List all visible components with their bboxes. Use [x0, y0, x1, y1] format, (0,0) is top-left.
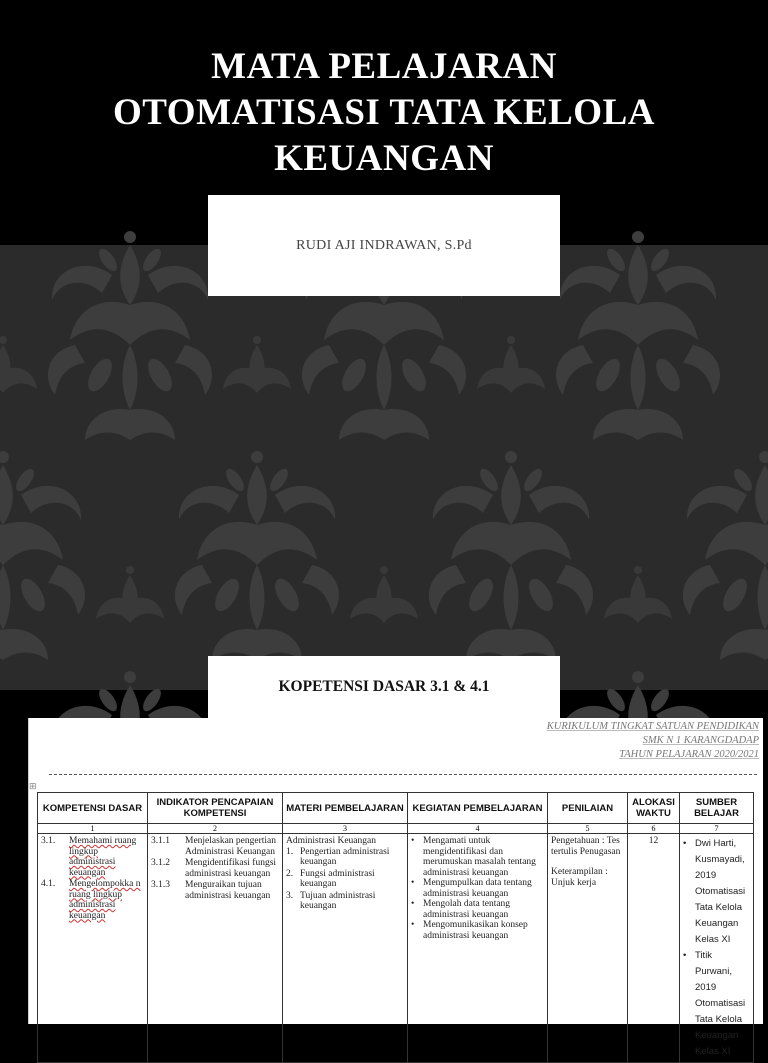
kegiatan-cell: [408, 834, 548, 1063]
section-title-box: [208, 656, 560, 718]
item-number: 2.: [286, 868, 294, 879]
item-text: Fungsi administrasi keuangan: [300, 868, 375, 889]
slide-title: [0, 44, 768, 182]
list-item: [411, 899, 544, 920]
column-number: 7: [680, 824, 754, 834]
item-text: Pengertian administrasi keuangan: [300, 846, 390, 867]
list-item: [411, 836, 544, 878]
penilaian-item: Keterampilan : Unjuk kerja: [551, 867, 608, 888]
bullet-icon: •: [411, 836, 415, 846]
list-item: [286, 869, 404, 890]
list-item: [683, 836, 750, 948]
alokasi-waktu-value: 12: [648, 836, 659, 846]
author-box: [208, 195, 560, 296]
indikator-cell: [148, 834, 283, 1063]
bullet-icon: •: [411, 899, 415, 909]
item-number: 3.1.2: [151, 858, 170, 868]
column-number: 5: [548, 824, 628, 834]
penilaian-cell: [548, 834, 628, 1063]
item-text: Mengolah data tentang administrasi keuangan: [423, 899, 511, 920]
column-number-row: [38, 824, 754, 834]
item-text: Menguraikan tujuan administrasi keuangan: [185, 880, 271, 901]
list-item: [411, 878, 544, 899]
damask-pattern: [0, 245, 768, 690]
bullet-icon: •: [411, 878, 415, 888]
item-text: Mengamati untuk mengidentifikasi dan merumuskan masalah tentang administrasi keuangan: [423, 836, 536, 878]
title-line-3: KEUANGAN: [274, 138, 494, 179]
bullet-icon: •: [411, 920, 415, 930]
list-item: [411, 920, 544, 941]
column-number: 4: [408, 824, 548, 834]
column-header: INDIKATOR PENCAPAIAN KOMPETENSI: [148, 793, 283, 824]
column-number: 1: [38, 824, 148, 834]
damask-pattern-background: [0, 245, 768, 690]
item-number: 1.: [286, 846, 294, 857]
dashed-divider: [49, 774, 757, 775]
item-text: Titik Purwani, 2019 Otomatisasi Tata Kelola Keuangan Kelas XI: [695, 950, 746, 1057]
table-anchor-icon: ⊞: [29, 782, 37, 792]
column-header: PENILAIAN: [548, 793, 628, 824]
item-text: Memahami ruang lingkup administrasi keuangan: [69, 836, 137, 878]
column-number: 6: [628, 824, 680, 834]
list-item: [151, 858, 279, 879]
alokasi-waktu-cell: [628, 834, 680, 1063]
sumber-belajar-cell: [680, 834, 754, 1063]
table-header-row: [38, 793, 754, 824]
kompetensi-dasar-cell: [38, 834, 148, 1063]
column-header: ALOKASI WAKTU: [628, 793, 680, 824]
title-line-2: OTOMATISASI TATA KELOLA: [113, 92, 655, 133]
item-text: Menjelaskan pengertian Administrasi Keuangan: [185, 836, 277, 857]
item-text: Dwi Harti, Kusmayadi, 2019 Otomatisasi Tata Kelola Keuangan Kelas XI: [695, 838, 746, 945]
document-header-line: SMK N 1 KARANGDADAP: [642, 735, 759, 746]
competency-table: [37, 792, 754, 1063]
document-header-line: KURIKULUM TINGKAT SATUAN PENDIDIKAN: [546, 721, 759, 732]
list-item: [151, 880, 279, 901]
column-header: KOMPETENSI DASAR: [38, 793, 148, 824]
materi-cell: [283, 834, 408, 1063]
list-item: [41, 836, 144, 878]
item-number: 4.1.: [41, 879, 56, 889]
column-number: 2: [148, 824, 283, 834]
item-text: Mengelompokka n ruang lingkup administrasi keuangan: [69, 879, 141, 921]
list-item: [151, 836, 279, 857]
author-name: RUDI AJI INDRAWAN, S.Pd: [296, 237, 472, 253]
table-row: [38, 834, 754, 1063]
item-number: 3.1.3: [151, 880, 170, 890]
curriculum-document-image: [28, 718, 763, 1057]
materi-heading: Administrasi Keuangan: [286, 836, 376, 846]
item-text: Mengidentifikasi fungsi administrasi keuangan: [185, 858, 277, 879]
list-item: [683, 948, 750, 1060]
section-title: KOPETENSI DASAR 3.1 & 4.1: [278, 678, 490, 695]
list-item: [286, 847, 404, 868]
bullet-icon: •: [683, 838, 687, 849]
penilaian-item: Pengetahuan : Tes tertulis Penugasan: [551, 836, 621, 857]
item-text: Tujuan administrasi keuangan: [300, 890, 376, 911]
column-header: KEGIATAN PEMBELAJARAN: [408, 793, 548, 824]
item-number: 3.1.1: [151, 836, 170, 846]
document-header-line: TAHUN PELAJARAN 2020/2021: [619, 749, 759, 760]
item-number: 3.1.: [41, 836, 56, 846]
item-text: Mengomunikasikan konsep administrasi keuangan: [423, 920, 528, 941]
list-item: [286, 891, 404, 912]
list-item: [41, 879, 144, 921]
item-number: 3.: [286, 890, 294, 901]
column-header: SUMBER BELAJAR: [680, 793, 754, 824]
title-line-1: MATA PELAJARAN: [211, 46, 557, 87]
item-text: Mengumpulkan data tentang administrasi keuangan: [423, 878, 532, 899]
document-header: [547, 720, 759, 762]
column-header: MATERI PEMBELAJARAN: [283, 793, 408, 824]
bullet-icon: •: [683, 950, 687, 961]
column-number: 3: [283, 824, 408, 834]
